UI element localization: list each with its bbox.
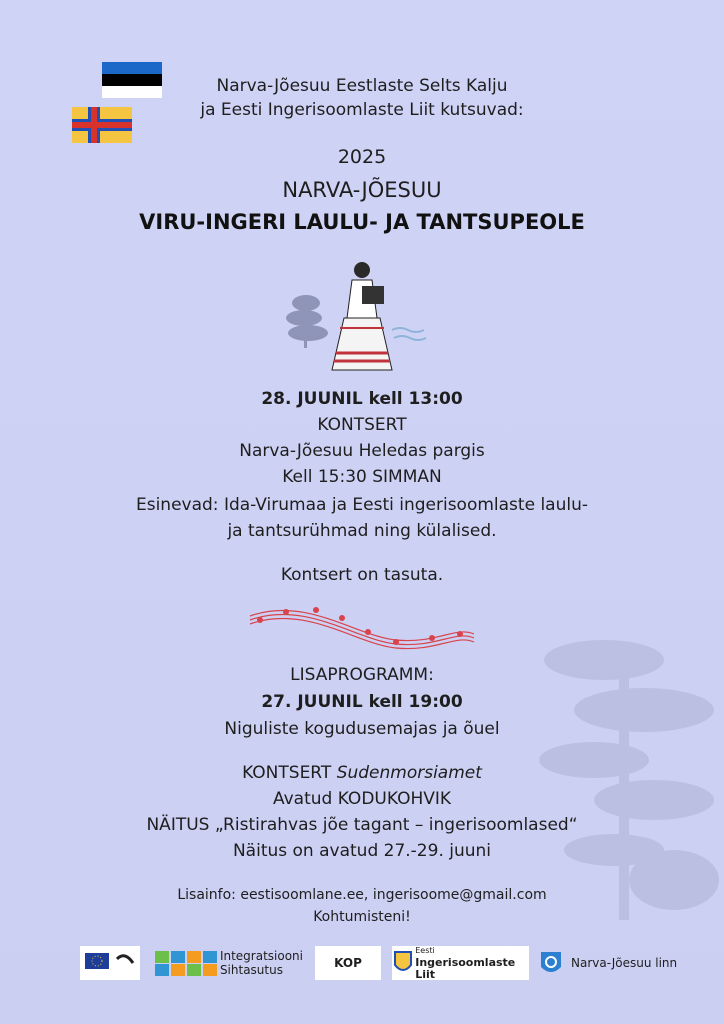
extra-concert-prefix: KONTSERT: [242, 763, 337, 783]
extra-heading: LISAPROGRAMM:: [290, 665, 434, 685]
kop-label: KOP: [334, 956, 362, 970]
main-type: KONTSERT: [317, 415, 407, 435]
extra-exhibit: NÄITUS „Ristirahvas jõe tagant – ingerisoomlased“: [146, 815, 578, 835]
integ-line-2: Sihtasutus: [219, 963, 283, 977]
extra-date: 27. JUUNIL kell 19:00: [261, 692, 463, 712]
organizers-line-2: ja Eesti Ingerisoomlaste Liit kutsuvad:: [200, 100, 524, 120]
extra-location: Niguliste kogudusemajas ja õuel: [224, 719, 500, 739]
extra-concert-name: Sudenmorsiamet: [336, 763, 482, 783]
extra-exhibit-dates: Näitus on avatud 27.-29. juuni: [232, 841, 492, 861]
town-label: Narva-Jõesuu linn: [571, 956, 678, 970]
extra-cafe: Avatud KODUKOHVIK: [272, 789, 452, 809]
performers-line-1: Esinevad: Ida-Virumaa ja Eesti ingerisoomlaste laulu-: [135, 495, 588, 515]
place-title: NARVA-JÕESUU: [282, 178, 442, 202]
performers-line-2: ja tantsurühmad ning külalised.: [227, 521, 497, 541]
integ-line-1: Integratsiooni: [219, 949, 303, 963]
main-date: 28. JUUNIL kell 13:00: [261, 389, 463, 409]
integration-foundation-logo: [153, 946, 303, 980]
free-entry-note: Kontsert on tasuta.: [280, 565, 444, 585]
ingrian-crest-icon: [392, 949, 412, 977]
year: 2025: [337, 146, 387, 168]
eu-logo: [80, 946, 140, 980]
eu-flag-icon: [83, 949, 137, 977]
town-logo: [539, 946, 679, 980]
footer-info: Lisainfo: eestisoomlane.ee, ingerisoome@gmail.com: [177, 887, 547, 903]
town-crest-icon: [539, 949, 563, 977]
liit-label: Ingerisoomlaste Liit: [415, 956, 516, 981]
organizers-line-1: Narva-Jõesuu Eestlaste Selts Kalju: [216, 76, 508, 96]
sponsor-logos: [0, 946, 724, 986]
event-title: VIRU-INGERI LAULU- JA TANTSUPEOLE: [139, 210, 585, 234]
simman-time: Kell 15:30 SIMMAN: [282, 467, 442, 487]
music-notes-decoration: [246, 596, 478, 652]
accordion-player-illustration: [282, 258, 442, 378]
footer-farewell: Kohtumisteni!: [313, 909, 411, 925]
puzzle-icon: [153, 948, 220, 978]
main-location: Narva-Jõesuu Heledas pargis: [239, 441, 485, 461]
liit-small-label: Eesti: [415, 946, 435, 955]
kop-logo: [315, 946, 381, 980]
ingrian-union-logo: [392, 946, 529, 980]
extra-concert: [0, 761, 724, 785]
